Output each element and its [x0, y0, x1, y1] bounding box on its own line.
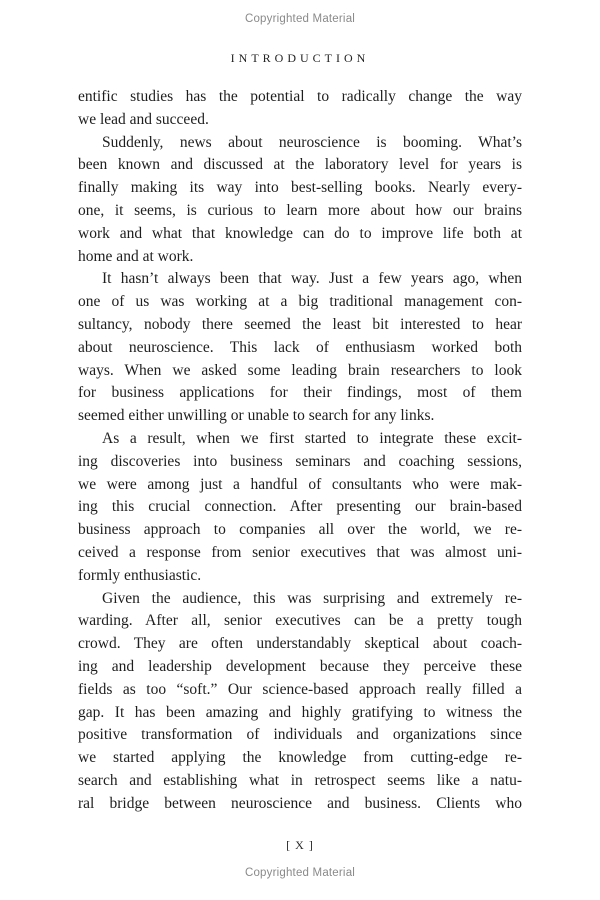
text-line: finally making its way into best-selling books. Nearly every-: [78, 179, 522, 197]
text-line: work and what that knowledge can do to improve life both at: [78, 224, 522, 242]
copyright-notice-top: Copyrighted Material: [244, 13, 356, 25]
paragraph: [78, 86, 522, 132]
text-line: business approach to companies all over the world, we re-: [78, 521, 522, 539]
text-line: ceived a response from senior executives that was almost uni-: [78, 543, 522, 561]
text-line: It hasn’t always been that way. Just a few years ago, when: [102, 270, 522, 288]
text-line: formly enthusiastic.: [78, 566, 202, 584]
text-line: one, it seems, is curious to learn more about how our brains: [78, 201, 522, 219]
paragraph: [78, 268, 522, 428]
text-line: one of us was working at a big traditional management con-: [78, 293, 522, 311]
paragraph: [78, 132, 522, 269]
text-line: positive transformation of individuals and organizations since: [78, 726, 522, 744]
body-text: [78, 86, 522, 816]
text-line: Suddenly, news about neuroscience is booming. What’s: [102, 133, 522, 151]
text-line: we were among just a handful of consultants who were mak-: [78, 475, 522, 493]
text-line: for business applications for their findings, most of them: [78, 384, 522, 402]
copyright-notice-bottom: Copyrighted Material: [244, 867, 356, 879]
text-line: ing discoveries into business seminars and coaching sessions,: [78, 452, 522, 470]
paragraph: [78, 588, 522, 816]
text-line: ing this crucial connection. After presenting our brain-based: [78, 498, 522, 516]
text-line: ing and leadership development because they perceive these: [78, 657, 522, 675]
text-line: home and at work.: [78, 247, 194, 265]
text-line: seemed either unwilling or unable to search for any links.: [78, 407, 435, 425]
text-line: search and establishing what in retrospect seems like a natu-: [78, 771, 522, 789]
text-line: ways. When we asked some leading brain researchers to look: [78, 361, 522, 379]
chapter-header: INTRODUCTION: [230, 51, 370, 65]
text-line: As a result, when we first started to integrate these excit-: [102, 429, 522, 447]
text-line: fields as too “soft.” Our science-based approach really filled a: [78, 680, 522, 698]
text-line: we lead and succeed.: [78, 110, 209, 128]
text-line: crowd. They are often understandably skeptical about coach-: [78, 635, 522, 653]
text-line: been known and discussed at the laboratory level for years is: [78, 156, 522, 174]
text-line: entific studies has the potential to radically change the way: [78, 88, 522, 105]
text-line: warding. After all, senior executives can be a pretty tough: [78, 612, 522, 630]
text-line: we started applying the knowledge from cutting-edge re-: [78, 749, 522, 767]
text-line: Given the audience, this was surprising and extremely re-: [102, 589, 522, 607]
text-line: gap. It has been amazing and highly gratifying to witness the: [78, 703, 522, 721]
paragraph: [78, 428, 522, 588]
text-line: ral bridge between neuroscience and business. Clients who: [78, 794, 522, 812]
page-number: [ X ]: [286, 838, 314, 852]
text-line: about neuroscience. This lack of enthusiasm worked both: [78, 338, 522, 356]
text-line: sultancy, nobody there seemed the least bit interested to hear: [78, 315, 522, 333]
